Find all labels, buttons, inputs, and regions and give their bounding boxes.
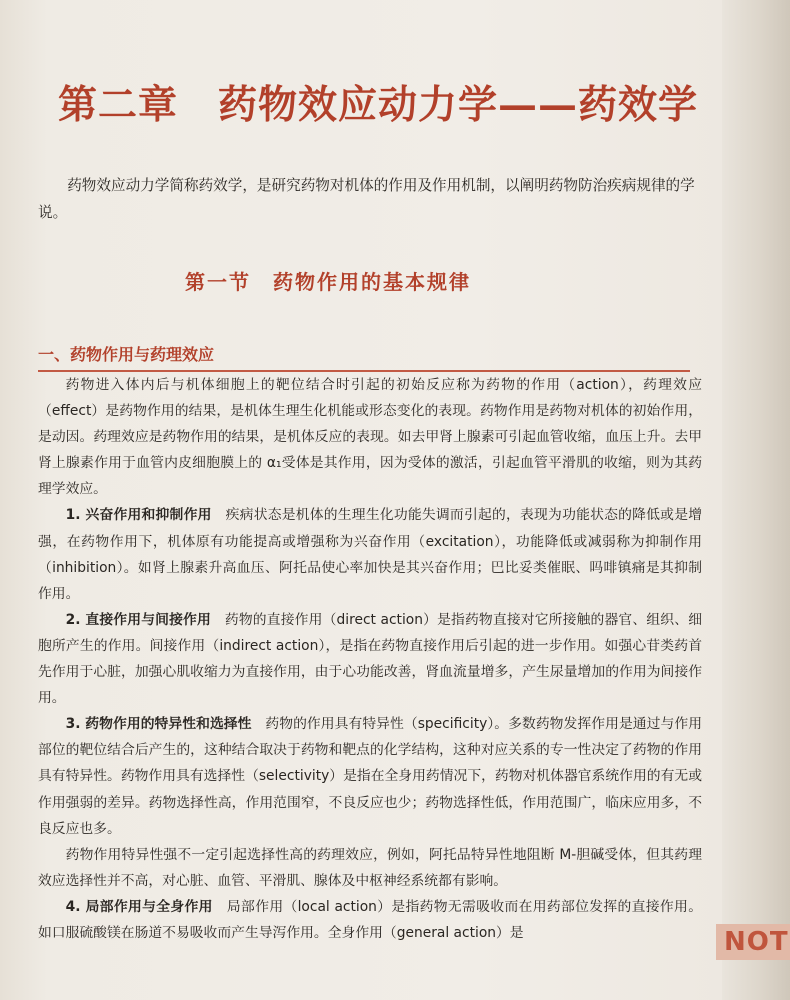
notes-tab-label: NOT — [724, 927, 789, 957]
chapter-title: 第二章 药物效应动力学——药效学 — [58, 82, 699, 128]
paragraph-action-effect — [38, 372, 702, 502]
paragraph-lead: 3. 药物作用的特异性和选择性 — [65, 716, 252, 733]
paragraph-specificity-selectivity — [38, 711, 702, 841]
paragraph-text: 药物进入体内后与机体细胞上的靶位结合时引起的初始反应称为药物的作用（action），药理效应（effect）是药物作用的结果，是机体生理生化机能或形态变化的表现。药物作用是药物对机体的初始作用，是动因。药理效应是药物作用的结果，是机体反应的表现。如去甲肾上腺素可引起血管收缩，血压上升。去甲肾上腺素作用于血管内皮细胞膜上的 α₁受体是其作用，因为受体的激活，引起血管平滑肌的收缩，则为其药理学效应。 — [38, 377, 702, 498]
subsection-title: 一、药物作用与药理效应 — [38, 345, 215, 364]
page-spine-shadow — [722, 0, 790, 1000]
paragraph-text: 局部作用（local action）是指药物无需吸收而在用药部位发挥的直接作用。如口服硫酸镁在肠道不易吸收而产生导泻作用。全身作用（general action）是 — [38, 898, 702, 941]
paragraph-local-general — [38, 894, 702, 946]
paragraph-text: 疾病状态是机体的生理生化功能失调而引起的，表现为功能状态的降低或是增强，在药物作用下，机体原有功能提高或增强称为兴奋作用（excitation），功能降低或减弱称为抑制作用（inhibition）。如肾上腺素升高血压、阿托品使心率加快是其兴奋作用；巴比妥类催眠、吗啡镇痛是其抑制作用。 — [38, 507, 703, 602]
body-text — [38, 372, 702, 946]
chapter-intro: 药物效应动力学简称药效学，是研究药物对机体的作用及作用机制，以阐明药物防治疾病规律的学说。 — [38, 177, 695, 221]
paragraph-excitation-inhibition — [38, 502, 702, 606]
paragraph-lead: 4. 局部作用与全身作用 — [65, 898, 213, 915]
paragraph-text: 药物作用特异性强不一定引起选择性高的药理效应，例如，阿托品特异性地阻断 M-胆碱受体，但其药理效应选择性并不高，对心脏、血管、平滑肌、腺体及中枢神经系统都有影响。 — [38, 846, 702, 889]
section-title: 第一节 药物作用的基本规律 — [185, 270, 471, 294]
paragraph-lead: 1. 兴奋作用和抑制作用 — [65, 507, 212, 524]
paragraph-lead: 2. 直接作用与间接作用 — [65, 611, 211, 628]
paragraph-text: 药物的直接作用（direct action）是指药物直接对它所接触的器官、组织、细胞所产生的作用。间接作用（indirect action），是指在药物直接作用后引起的进一步作用。如强心苷类药首先作用于心脏，加强心肌收缩力为直接作用，由于心功能改善，肾血流量增多，产生尿量增加的作用为间接作用。 — [38, 611, 702, 707]
paragraph-text: 药物的作用具有特异性（specificity）。多数药物发挥作用是通过与作用部位的靶位结合后产生的，这种结合取决于药物和靶点的化学结构，这种对应关系的专一性决定了药物的作用具有特异性。药物作用具有选择性（selectivity）是指在全身用药情况下，药物对机体器官系统作用的有无或作用强弱的差异。药物选择性高，作用范围窄，不良反应也少；药物选择性低，作用范围广，临床应用多，不良反应也多。 — [38, 716, 702, 837]
notes-side-tab — [716, 924, 790, 960]
paragraph-direct-indirect — [38, 607, 702, 711]
paragraph-atropine-example — [38, 842, 702, 894]
